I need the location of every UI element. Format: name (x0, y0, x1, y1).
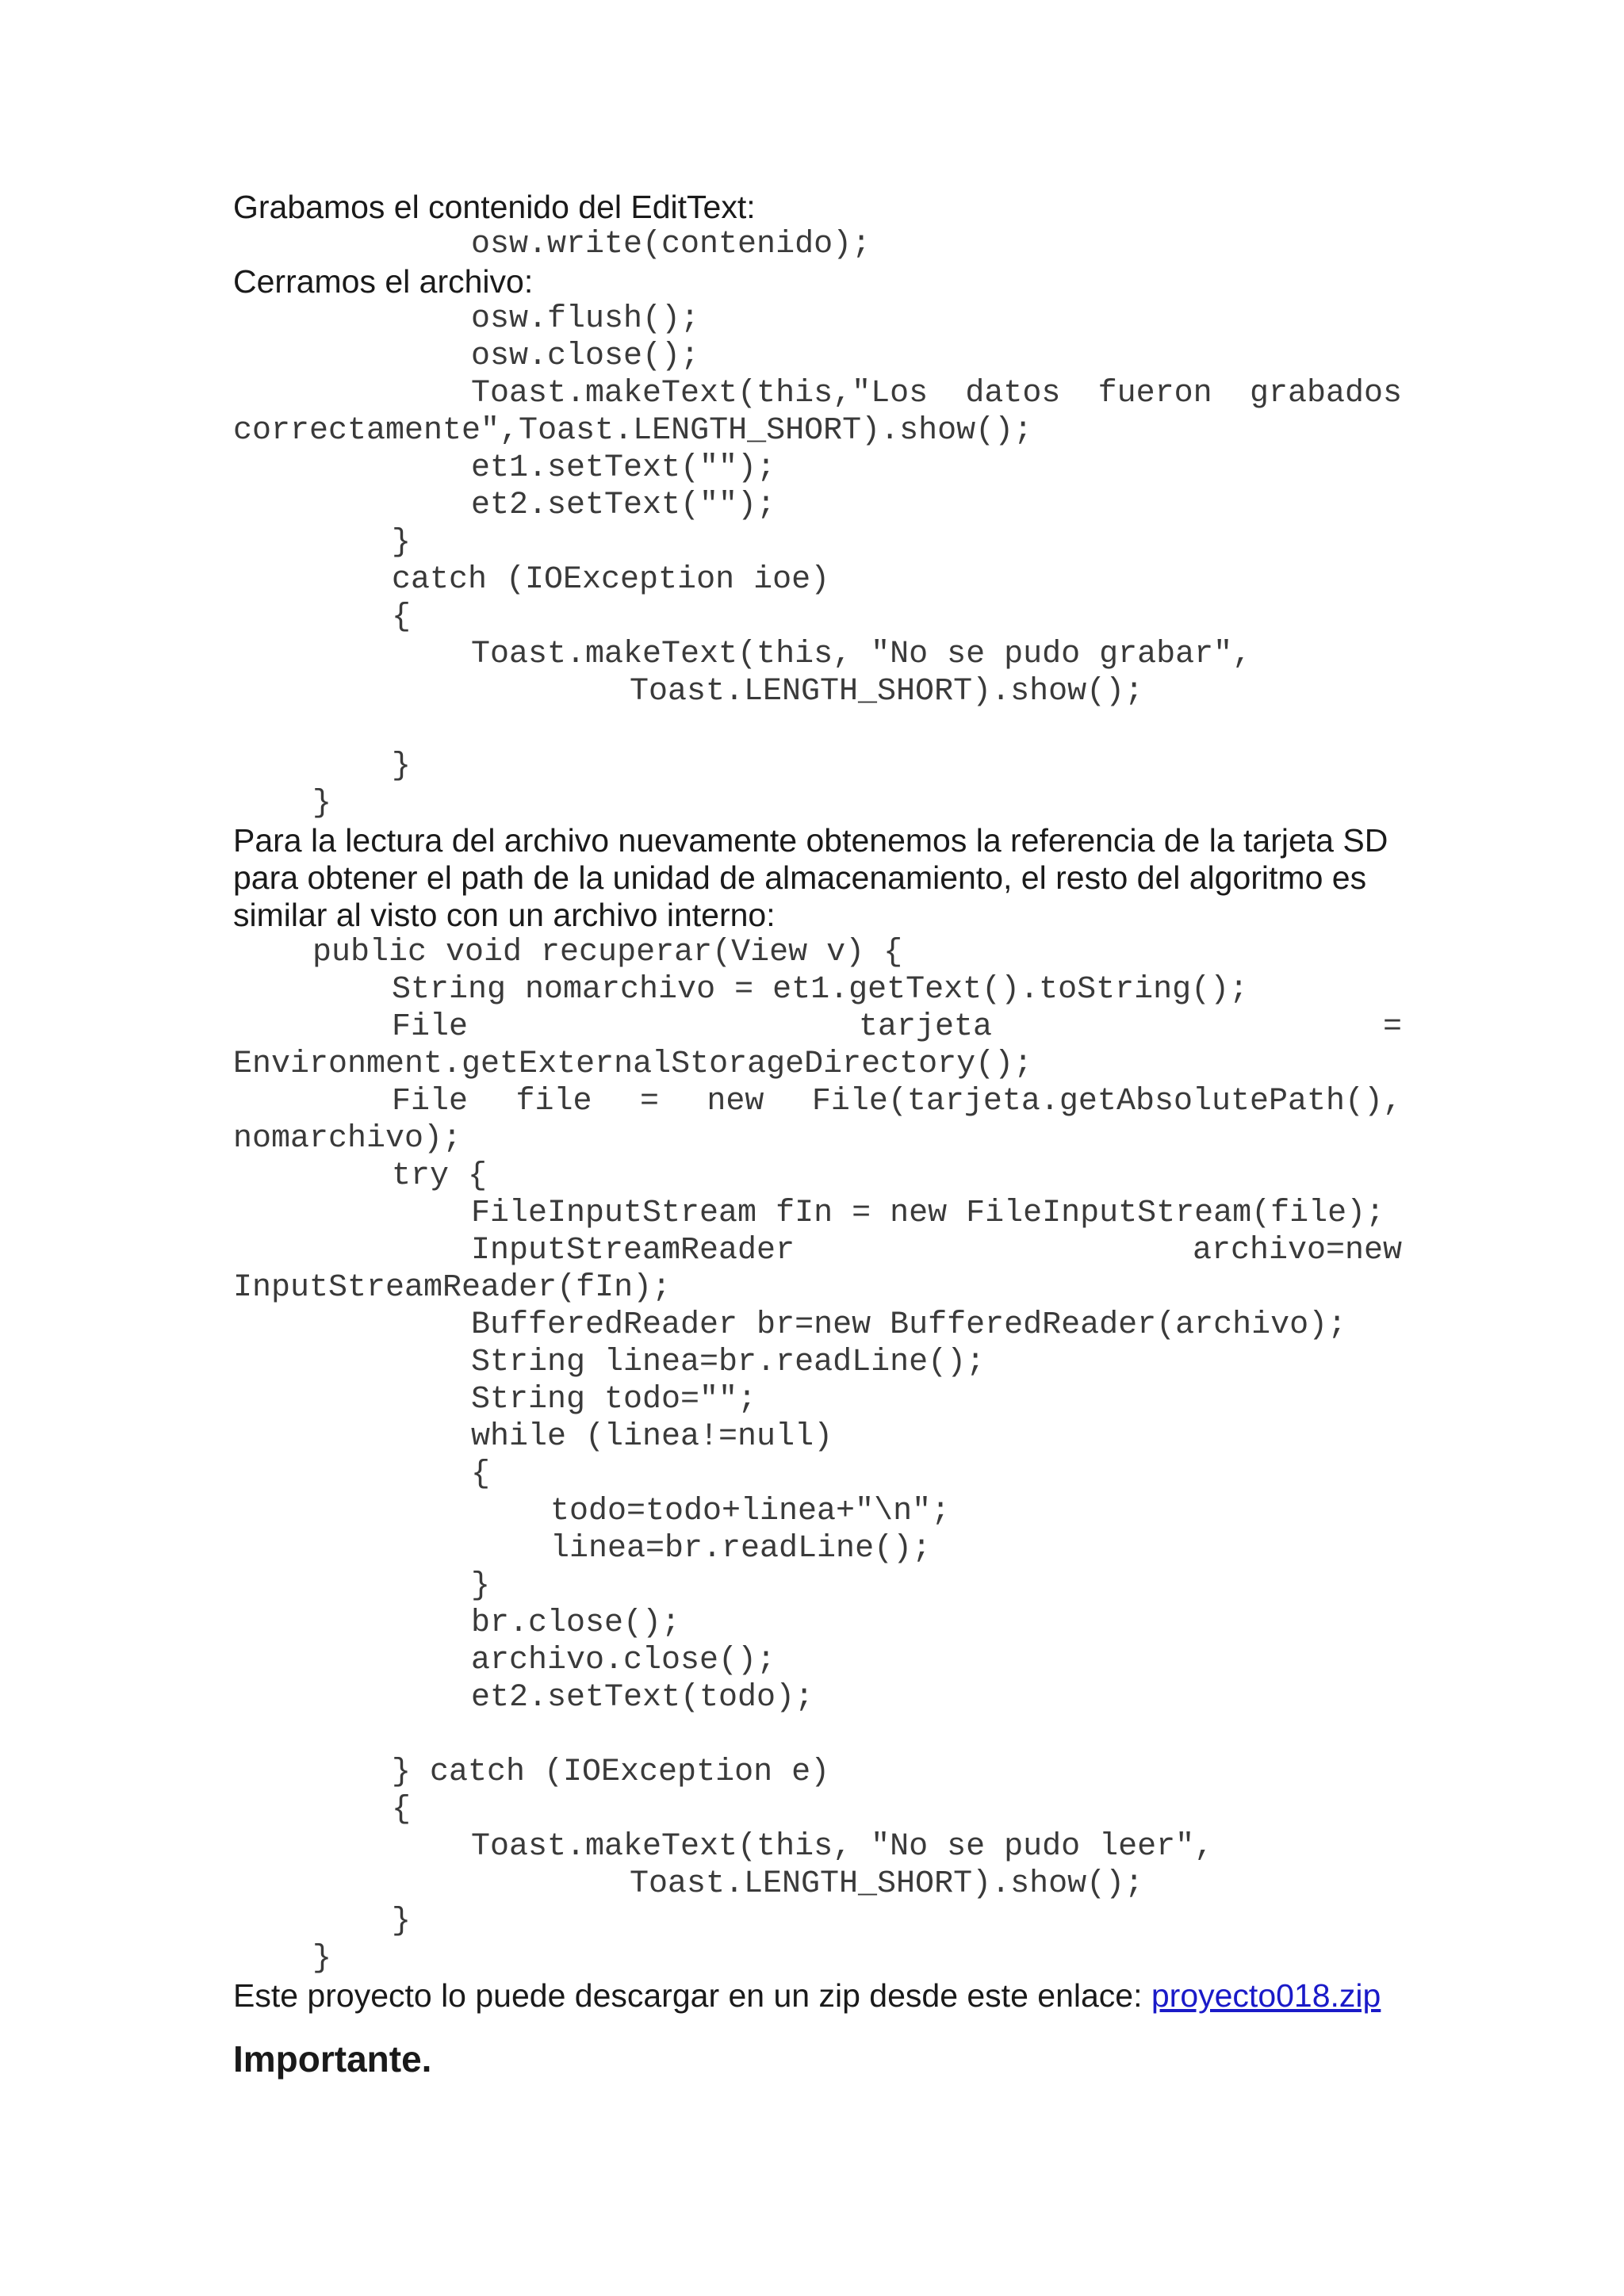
code-block-read (233, 934, 1402, 1977)
code-word: File(tarjeta.getAbsolutePath(), (811, 1084, 1402, 1119)
code-line: linea=br.readLine(); (550, 1531, 932, 1567)
code-word: file (515, 1084, 592, 1119)
code-block-write (233, 300, 1402, 822)
code-word: = (639, 1084, 659, 1119)
download-text: Este proyecto lo puede descargar en un zip desde este enlace: (233, 1977, 1151, 2014)
intro-write-text: Grabamos el contenido del EditText: (233, 189, 756, 225)
code-word: = (1382, 1009, 1402, 1045)
code-line: } (392, 748, 412, 784)
code-line: { (471, 1456, 491, 1492)
code-line: Toast.makeText(this, "No se pudo grabar", (471, 637, 1252, 672)
code-line: } (312, 1941, 332, 1976)
code-word: grabados (1249, 376, 1402, 411)
code-line: String todo=""; (471, 1382, 757, 1418)
code-line: archivo.close(); (471, 1643, 776, 1678)
code-line: nomarchivo); (233, 1121, 462, 1157)
code-line: public void recuperar(View v) { (312, 935, 903, 970)
download-paragraph (233, 1977, 1402, 2015)
code-line: Toast.makeText(this, "No se pudo leer", (471, 1829, 1214, 1865)
code-line: Environment.getExternalStorageDirectory(); (233, 1047, 1033, 1082)
paragraph-lectura (233, 822, 1402, 934)
code-line: osw.write(contenido); (471, 227, 871, 262)
code-line: InputStreamReader(fIn); (233, 1270, 672, 1306)
code-word: archivo=new (1192, 1233, 1402, 1269)
code-word: datos (965, 376, 1061, 411)
paragraph-line: para obtener el path de la unidad de almacenamiento, el resto del algoritmo es (233, 859, 1367, 896)
code-line: et2.setText(""); (471, 488, 776, 523)
paragraph-line: similar al visto con un archivo interno: (233, 897, 776, 933)
code-line-justified (233, 375, 1402, 412)
code-line: } catch (IOException e) (392, 1755, 830, 1790)
code-word: Toast.makeText(this,"Los (471, 376, 929, 411)
code-line: et1.setText(""); (471, 450, 776, 486)
blank-line (233, 1716, 1402, 1754)
intro-close-text: Cerramos el archivo: (233, 263, 534, 300)
code-line: et2.setText(todo); (471, 1680, 814, 1716)
blank-line (233, 710, 1402, 748)
code-line: todo=todo+linea+"\n"; (550, 1494, 951, 1529)
code-word: new (707, 1084, 764, 1119)
code-line: { (392, 1792, 412, 1827)
download-link[interactable]: proyecto018.zip (1151, 1977, 1381, 2014)
code-line: br.close(); (471, 1605, 681, 1641)
code-line-justified (233, 1232, 1402, 1269)
code-line-justified (233, 1008, 1402, 1046)
code-line: while (linea!=null) (471, 1419, 833, 1455)
code-line-justified (233, 1083, 1402, 1120)
code-line: } (392, 525, 412, 561)
code-line: } (392, 1904, 412, 1939)
code-line: try { (392, 1158, 488, 1194)
code-line: osw.flush(); (471, 301, 700, 337)
code-line: correctamente",Toast.LENGTH_SHORT).show(); (233, 413, 1033, 449)
code-line: osw.close(); (471, 339, 700, 374)
heading-importante: Importante. (233, 2038, 432, 2080)
code-line: Toast.LENGTH_SHORT).show(); (630, 674, 1144, 710)
code-line: catch (IOException ioe) (392, 562, 830, 598)
code-word: InputStreamReader (471, 1233, 795, 1269)
code-word: tarjeta (858, 1009, 993, 1045)
code-line: String nomarchivo = et1.getText().toString(); (392, 972, 1249, 1008)
code-word: fueron (1097, 376, 1212, 411)
code-line: FileInputStream fIn = new FileInputStream(file); (471, 1196, 1385, 1231)
code-word: File (392, 1084, 469, 1119)
code-line: BufferedReader br=new BufferedReader(archivo); (471, 1307, 1347, 1343)
code-line: } (471, 1568, 491, 1604)
document-page (233, 189, 1402, 2083)
code-word: File (392, 1009, 469, 1045)
code-line: String linea=br.readLine(); (471, 1345, 986, 1380)
paragraph-line: Para la lectura del archivo nuevamente obtenemos la referencia de la tarjeta SD (233, 822, 1388, 859)
code-line: Toast.LENGTH_SHORT).show(); (630, 1866, 1144, 1902)
code-line: } (312, 786, 332, 821)
code-line: { (392, 599, 412, 635)
